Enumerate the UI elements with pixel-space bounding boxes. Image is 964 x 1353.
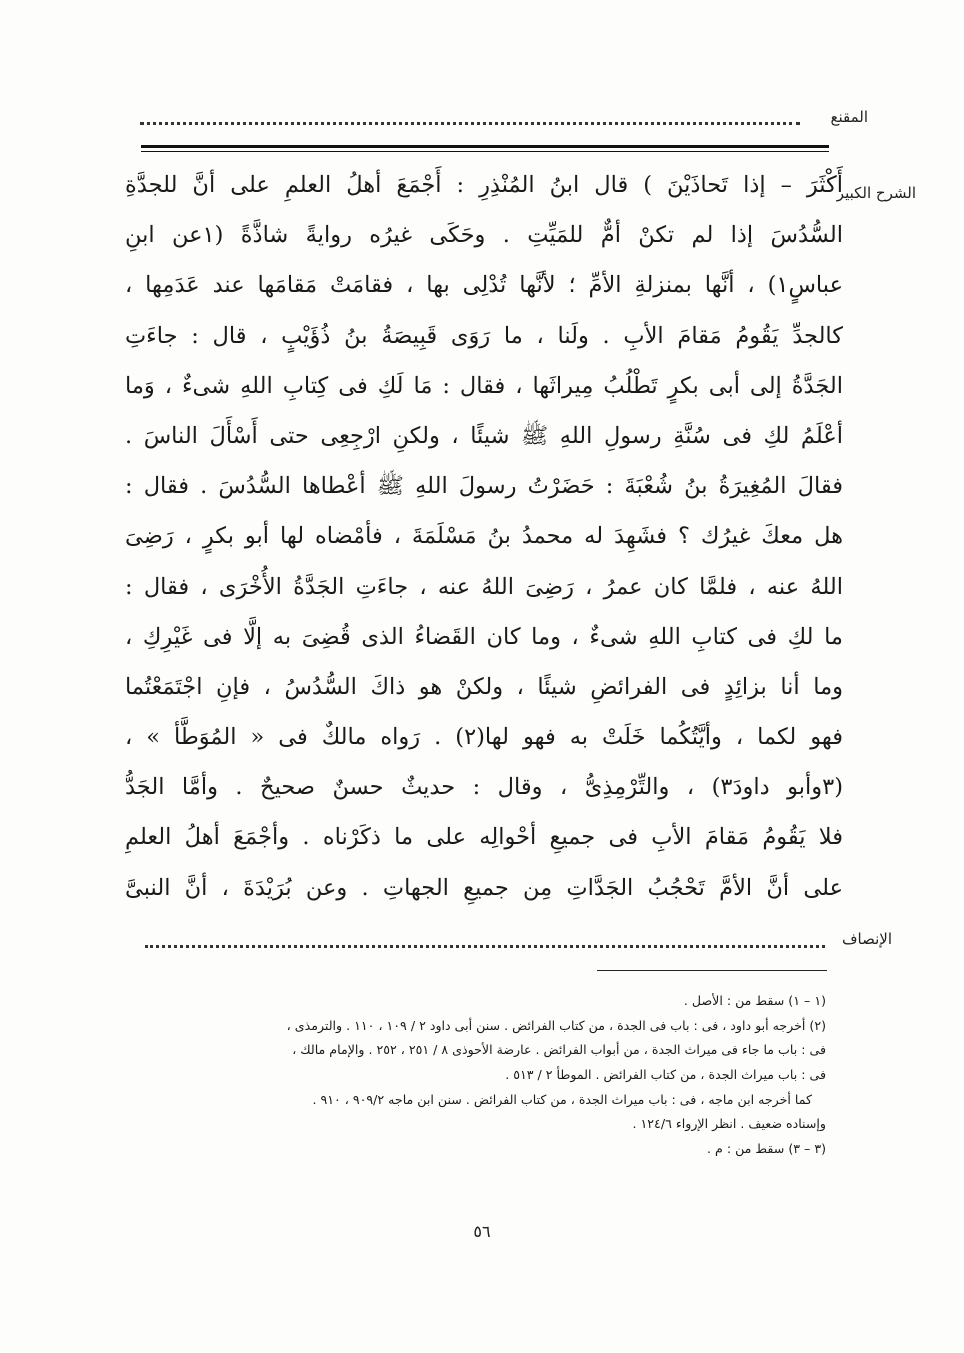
text-line: أعْلَمُ لكِ فى سُنَّةِ رسولِ اللهِ ﷺ شيئًا ، ولكنِ ارْجِعِى حتى أَسْأَلَ الناسَ . [125,422,843,449]
text-line: وما أنا بزائِدٍ فى الفرائضِ شيئًا ، ولكنْ هو ذاكَ السُّدُسُ ، فإنِ اجْتَمَعْتُما [125,673,843,700]
text-line: اللهُ عنه ، فلمَّا كان عمرُ ، رَضِىَ اللهُ عنه ، جاءَتِ الجَدَّةُ الأُخْرَى ، فقال : [125,573,843,600]
text-line: الجَدَّةُ إلى أبى بكرٍ تَطْلُبُ مِيراثَها ، فقال : مَا لَكِ فى كِتابِ اللهِ شىءٌ ، وَما [125,372,843,399]
text-line: أَكْثَرَ – إذا تَحاذَيْنَ ) قال ابنُ المُنْذِرِ : أَجْمَعَ أهلُ العلمِ على أنَّ للجدَّةِ [125,172,843,198]
footnotes-block [110,989,826,1162]
footnote-line: فى : باب ميراث الجدة ، من كتاب الفرائض . الموطأ ٢ / ٥١٣ . [505,1067,826,1083]
text-line: هل معكَ غيرُك ؟ فشَهِدَ له محمدُ بنُ مَسْلَمَةَ ، فأمْضاه لها أبو بكرٍ ، رَضِىَ [125,523,843,550]
text-line: فلا يَقُومُ مَقامَ الأبِ فى جميعِ أحْوالِه على ما ذكَرْناه . وأجْمَعَ أهلُ العلمِ [125,824,843,851]
header-thin-rule [141,151,829,152]
text-line: كالجدِّ يَقُومُ مَقامَ الأبِ . ولَنا ، ما رَوَى قَبِيصَةُ بنُ ذُؤَيْبٍ ، قال : جاءَتِ [125,322,843,349]
text-line: السُّدُسَ إذا لم تكنْ أمٌّ للمَيِّتِ . وحَكَى غيرُه روايةً شاذَّةً (١عن ابنِ [125,222,843,249]
text-line: على أنَّ الأمَّ تَحْجُبُ الجَدَّاتِ مِن جميعِ الجهاتِ . وعن بُرَيْدَةَ ، أنَّ النبىَّ [125,874,843,901]
text-line: فقالَ المُغِيرَةُ بنُ شُعْبَةَ : حَضَرْتُ رسولَ اللهِ ﷺ أعْطاها السُّدُسَ . فقال : [125,473,843,500]
header-dotted-line [140,122,800,125]
footnote-line: فى : باب ما جاء فى ميراث الجدة ، من أبواب الفرائض . عارضة الأحوذى ٨ / ٢٥١ ، ٢٥٢ . والإمام مالك ، [292,1042,826,1058]
section-label: الشرح الكبير [836,184,916,202]
footnote-separator [597,970,827,971]
main-text-body [125,160,843,913]
text-line: عباسٍ١) ، أنَّها بمنزلةِ الأمِّ ؛ لأنَّها تُدْلِى بها ، فقامَتْ مَقامَها عند عَدَمِها ، [125,272,843,299]
bottom-section-label: الإنصاف [841,930,892,948]
footnote-line: (٢) أخرجه أبو داود ، فى : باب فى الجدة ، من كتاب الفرائض . سنن أبى داود ٢ / ١٠٩ ، ١١٠ . والترمذى ، [286,1017,826,1033]
footnote-line: (٣ – ٣) سقط من : م . [707,1141,826,1157]
footnote-line: كما أخرجه ابن ماجه ، فى : باب ميراث الجدة ، من كتاب الفرائض . سنن ابن ماجه ٩٠٩/٢ ، ٩١٠ . [312,1091,812,1107]
footnote-line: (١ – ١) سقط من : الأصل . [683,993,826,1008]
footnote-line: وإسناده ضعيف . انظر الإرواء ١٢٤/٦ . [632,1116,826,1132]
text-line: ما لكِ فى كتابِ اللهِ شىءٌ ، وما كان القَضاءُ الذى قُضِىَ به إلَّا فى غَيْرِكِ ، [125,623,843,650]
running-header-label: المقنع [830,108,868,126]
page-number: ٥٦ [473,1222,491,1241]
text-line: فهو لكما ، وأيَّتُكُما خَلَتْ به فهو لها(٢) . رَواه مالكٌ فى « المُوَطَّأ » ، [125,724,843,751]
text-line: (٣وأبو داودَ٣) ، والتِّرْمِذِىُّ ، وقال : حديثٌ حسنٌ صحيحٌ . وأمَّا الجَدُّ [125,774,843,801]
header-thick-rule [141,145,829,148]
bottom-dotted-line [145,945,825,948]
